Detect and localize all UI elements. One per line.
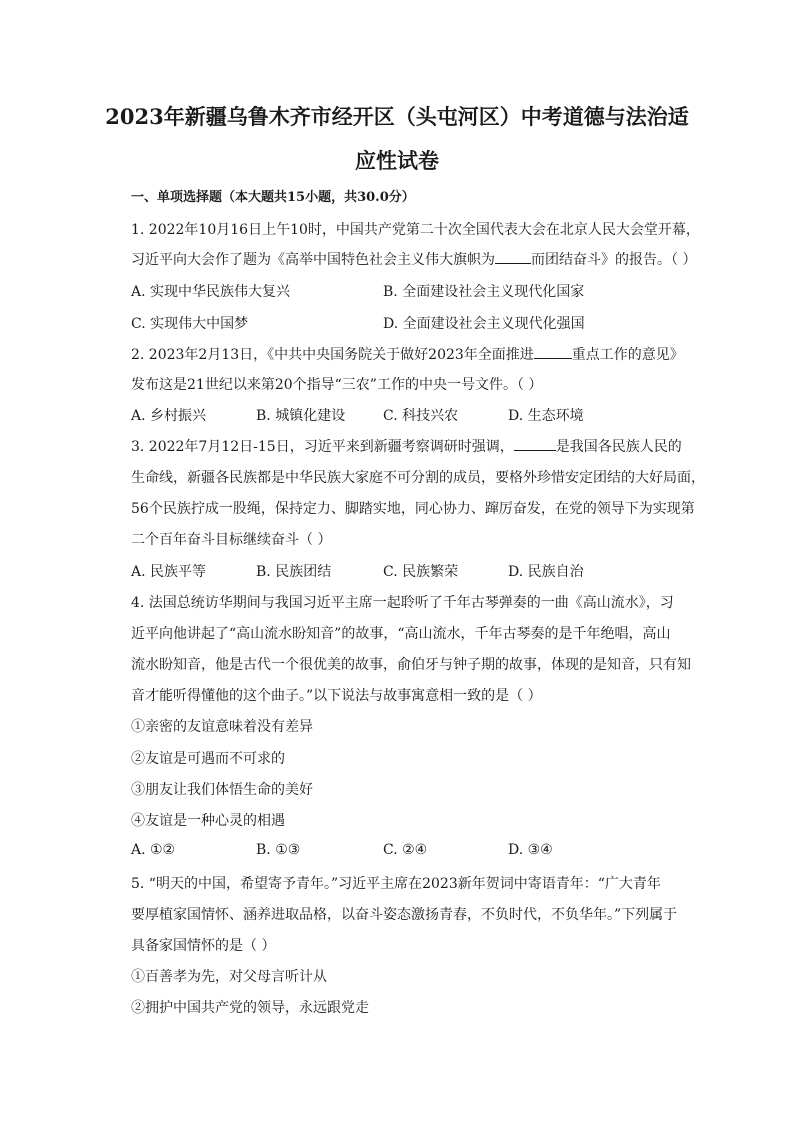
q3-blank <box>514 436 556 451</box>
q1-option-a[interactable]: A. 实现中华民族伟大复兴 <box>131 284 291 300</box>
q3-stem-line4: 二个百年奋斗目标继续奋斗（ ） <box>131 532 332 548</box>
q5-statement-2: ②拥护中国共产党的领导，永远跟党走 <box>131 1000 369 1016</box>
q1-stem-line2 <box>131 249 696 269</box>
q2-option-d[interactable]: D. 生态环境 <box>508 408 584 424</box>
exam-title-line1: 2023年新疆乌鲁木齐市经开区（头屯河区）中考道德与法治适 <box>105 104 689 129</box>
q3-stem-line3: 56个民族拧成一股绳，保持定力、脚踏实地，同心协力、蹿厉奋发，在党的领导下为实现第 <box>131 501 695 517</box>
q4-statement-2: ②友谊是可遇而不可求的 <box>131 751 285 767</box>
q3-option-b[interactable]: B. 民族团结 <box>256 564 332 580</box>
q3-stem-part1: 3. 2022年7月12日-15日，习近平来到新疆考察调研时强调， <box>131 439 514 455</box>
q3-stem-line1 <box>131 436 682 456</box>
q1-stem-line1: 1. 2022年10月16日上午10时，中国共产党第二十次全国代表大会在北京人民大会堂开幕， <box>131 222 700 238</box>
q4-option-d[interactable]: D. ③④ <box>508 842 553 858</box>
q3-option-a[interactable]: A. 民族平等 <box>131 564 207 580</box>
q4-statement-3: ③朋友让我们体悟生命的美好 <box>131 782 313 798</box>
q4-option-c[interactable]: C. ②④ <box>383 842 428 858</box>
q2-blank <box>534 344 572 359</box>
q4-statement-1: ①亲密的友谊意味着没有差异 <box>131 719 313 735</box>
q2-stem-line1 <box>131 344 684 364</box>
q1-option-b[interactable]: B. 全面建设社会主义现代化国家 <box>383 284 585 300</box>
q3-option-d[interactable]: D. 民族自治 <box>508 564 584 580</box>
q4-option-b[interactable]: B. ①③ <box>256 842 301 858</box>
q2-option-b[interactable]: B. 城镇化建设 <box>256 408 346 424</box>
q5-stem-line3: 具备家国情怀的是（ ） <box>131 938 276 954</box>
q1-stem-part1: 习近平向大会作了题为《高举中国特色社会主义伟大旗帜为 <box>131 252 495 268</box>
q5-statement-1: ①百善孝为先，对父母言听计从 <box>131 969 327 985</box>
q5-stem-line2: 要厚植家国情怀、涵养进取品格，以奋斗姿态激扬青春，不负时代，不负华年。”下列属于 <box>131 907 678 923</box>
q2-option-c[interactable]: C. 科技兴农 <box>383 408 459 424</box>
q3-option-c[interactable]: C. 民族繁荣 <box>383 564 459 580</box>
q5-stem-line1: 5. “明天的中国，希望寄予青年。”习近平主席在2023新年贺词中寄语青年：“广大青年 <box>131 876 661 892</box>
q1-option-c[interactable]: C. 实现伟大中国梦 <box>131 316 249 332</box>
q2-stem-part2: 重点工作的意见》 <box>571 347 684 363</box>
q1-blank <box>495 249 531 264</box>
q4-stem-line2: 近平向他讲起了“高山流水盼知音”的故事，“高山流水，千年古琴奏的是千年绝唱，高山 <box>131 626 671 642</box>
q3-stem-part2: 是我国各民族人民的 <box>555 439 682 455</box>
q1-stem-part2: 而团结奋斗》的报告。（ ） <box>531 252 697 268</box>
q1-option-d[interactable]: D. 全面建设社会主义现代化强国 <box>383 316 585 332</box>
section-header: 一、单项选择题（本大题共15小题，共30.0分） <box>131 190 415 205</box>
q2-stem-part1: 2. 2023年2月13日，《中共中央国务院关于做好2023年全面推进 <box>131 347 534 363</box>
q4-stem-line4: 音才能听得懂他的这个曲子。”以下说法与故事寓意相一致的是（ ） <box>131 688 542 704</box>
q2-stem-line2: 发布这是21世纪以来第20个指导“三农”工作的中央一号文件。（ ） <box>131 377 543 393</box>
q4-stem-line1: 4. 法国总统访华期间与我国习近平主席一起聆听了千年古琴弹奏的一曲《高山流水》，习 <box>131 595 674 611</box>
q4-statement-4: ④友谊是一种心灵的相遇 <box>131 813 285 829</box>
q2-option-a[interactable]: A. 乡村振兴 <box>131 408 207 424</box>
q3-stem-line2: 生命线，新疆各民族都是中华民族大家庭不可分割的成员，要格外珍惜安定团结的大好局面， <box>131 470 705 486</box>
exam-title-line2: 应性试卷 <box>355 148 439 173</box>
q4-stem-line3: 流水盼知音，他是古代一个很优美的故事，俞伯牙与钟子期的故事，体现的是知音，只有知 <box>131 657 691 673</box>
q4-option-a[interactable]: A. ①② <box>131 842 176 858</box>
